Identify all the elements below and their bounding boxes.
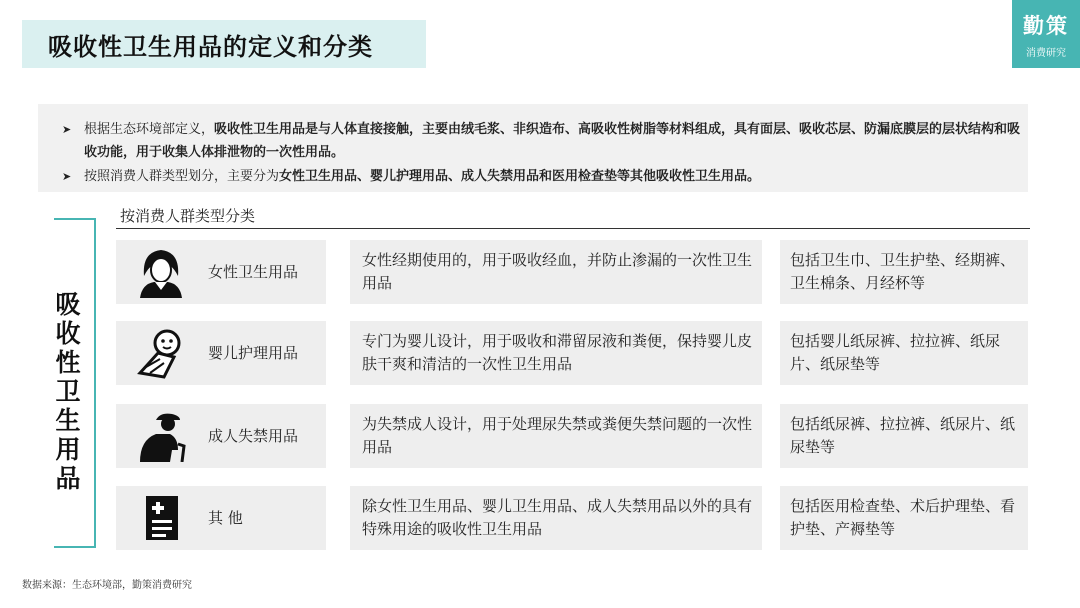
elderly-person-icon bbox=[134, 410, 188, 462]
source-note: 数据来源：生态环境部，勤策消费研究 bbox=[22, 580, 192, 591]
arrow-bullet-icon: ➤ bbox=[62, 123, 72, 136]
classification-heading: 按消费人群类型分类 bbox=[120, 207, 256, 225]
definition-bullet bbox=[62, 118, 1022, 164]
classification-bullet bbox=[62, 165, 1022, 188]
category-includes: 包括医用检查垫、术后护理垫、看护垫、产褥垫等 bbox=[790, 497, 1016, 538]
brand-name: 勤策 bbox=[1023, 14, 1069, 38]
bullet-prefix: 按照消费人群类型划分，主要分为 bbox=[84, 169, 280, 184]
page-title: 吸收性卫生用品的定义和分类 bbox=[48, 33, 373, 61]
category-name: 女性卫生用品 bbox=[208, 263, 299, 281]
category-name: 婴儿护理用品 bbox=[208, 344, 299, 362]
includes-cell bbox=[780, 240, 1028, 304]
category-cell bbox=[116, 321, 326, 385]
description-cell bbox=[350, 404, 762, 468]
category-description: 为失禁成人设计，用于处理尿失禁或粪便失禁问题的一次性用品 bbox=[362, 415, 753, 456]
description-cell bbox=[350, 486, 762, 550]
brand-tagline: 消费研究 bbox=[1026, 48, 1066, 59]
category-cell bbox=[116, 240, 326, 304]
vertical-label-text: 吸 收 性 卫 生 用 品 bbox=[55, 290, 81, 493]
heading-divider bbox=[116, 228, 1030, 229]
bullet-bold-text: 女性卫生用品、婴儿护理用品、成人失禁用品和医用检查垫等其他吸收性卫生用品。 bbox=[279, 169, 761, 184]
bullet-prefix: 根据生态环境部定义， bbox=[84, 122, 215, 137]
category-description: 除女性卫生用品、婴儿卫生用品、成人失禁用品以外的具有特殊用途的吸收性卫生用品 bbox=[362, 497, 753, 538]
category-cell bbox=[116, 486, 326, 550]
category-name: 成人失禁用品 bbox=[208, 427, 299, 445]
includes-cell bbox=[780, 404, 1028, 468]
includes-cell bbox=[780, 321, 1028, 385]
category-cell bbox=[116, 404, 326, 468]
description-cell bbox=[350, 240, 762, 304]
category-name: 其 他 bbox=[208, 509, 243, 527]
bullet-bold-text: 吸收性卫生用品是与人体直接接触，主要由绒毛浆、非织造布、高吸收性树脂等材料组成，具有面层、吸收芯层、防漏底膜层的层状结构和吸收功能，用于收集人体排泄物的一次性用品。 bbox=[84, 122, 1021, 160]
woman-icon bbox=[134, 246, 188, 298]
medical-document-icon bbox=[134, 492, 188, 544]
category-description: 女性经期使用的，用于吸收经血，并防止渗漏的一次性卫生用品 bbox=[362, 251, 753, 292]
arrow-bullet-icon: ➤ bbox=[62, 170, 72, 183]
includes-cell bbox=[780, 486, 1028, 550]
category-includes: 包括卫生巾、卫生护垫、经期裤、卫生棉条、月经杯等 bbox=[790, 251, 1016, 292]
description-cell bbox=[350, 321, 762, 385]
category-description: 专门为婴儿设计，用于吸收和滞留尿液和粪便，保持婴儿皮肤干爽和清洁的一次性卫生用品 bbox=[362, 332, 753, 373]
brand-logo bbox=[1012, 0, 1080, 68]
category-includes: 包括纸尿裤、拉拉裤、纸尿片、纸尿垫等 bbox=[790, 415, 1016, 456]
vertical-section-label bbox=[48, 286, 88, 497]
baby-icon bbox=[134, 327, 188, 379]
category-includes: 包括婴儿纸尿裤、拉拉裤、纸尿片、纸尿垫等 bbox=[790, 332, 1001, 373]
